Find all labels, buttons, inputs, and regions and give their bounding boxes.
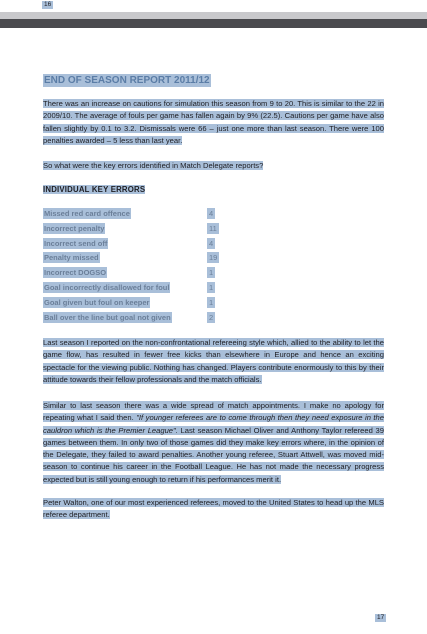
page-number-bottom: 17 bbox=[377, 614, 385, 621]
header-band-dark bbox=[0, 19, 427, 28]
paragraph-statistics-text: There was an increase on cautions for simulation this season from 9 to 20. This is similar to the 22 in 2009/10. The average of fouls per game has fallen again by 9% (22.5). Cautions per game have also fallen slightly by 0.1 to 3.2. Dismissals were 66 – just one more than last season. There were 100 penalties awarded – 5 less than last year. bbox=[43, 99, 384, 145]
key-errors-table bbox=[43, 208, 218, 326]
error-label: Incorrect send off bbox=[44, 238, 108, 248]
paragraph-refereeing-style-text: Last season I reported on the non-confrontational refereeing style which, allied to the ability to let the game flow, has resulted in fewer free kicks than elsewhere in Europe and hence an exciting spectacle for the viewing public. Nothing has changed. Players contribute enormously to this by their attitude towards their fellow professionals and the match officials. bbox=[43, 338, 384, 384]
paragraph-walton-text: Peter Walton, one of our most experienced referees, moved to the United States to head up the MLS referee department. bbox=[43, 498, 384, 520]
key-errors-heading bbox=[43, 185, 145, 194]
error-label: Missed red card offence bbox=[44, 209, 130, 218]
paragraph-question-text: So what were the key errors identified in Match Delegate reports? bbox=[43, 161, 264, 170]
error-label: Incorrect penalty bbox=[44, 223, 105, 233]
error-label: Penalty missed bbox=[44, 253, 99, 263]
error-row bbox=[43, 238, 215, 253]
error-count: 1 bbox=[209, 297, 214, 307]
error-label: Goal given but foul on keeper bbox=[44, 297, 150, 307]
paragraph-appointments bbox=[43, 400, 384, 486]
error-row bbox=[43, 282, 215, 297]
error-row bbox=[43, 208, 215, 223]
key-errors-heading-text: INDIVIDUAL KEY ERRORS bbox=[43, 185, 146, 194]
paragraph-walton bbox=[43, 497, 384, 522]
error-count: 1 bbox=[209, 282, 214, 292]
page-number-top: 16 bbox=[44, 1, 52, 8]
error-row bbox=[43, 312, 215, 327]
error-count: 1 bbox=[209, 268, 214, 278]
error-label: Ball over the line but goal not given bbox=[44, 312, 171, 322]
error-row bbox=[43, 223, 215, 238]
paragraph-refereeing-style bbox=[43, 337, 384, 386]
error-row bbox=[43, 252, 218, 267]
paragraph-appointments-before: Similar to last season there was a wide spread of match appointments. I make no apology for repeating what I said then. bbox=[43, 401, 384, 423]
paragraph-statistics bbox=[43, 98, 384, 147]
error-label: Incorrect DOGSO bbox=[44, 268, 107, 278]
report-title: END OF SEASON REPORT 2011/12 bbox=[44, 75, 210, 86]
error-count: 2 bbox=[209, 312, 214, 322]
error-count: 11 bbox=[209, 223, 217, 233]
error-row bbox=[43, 297, 215, 312]
header-band-light bbox=[0, 12, 427, 19]
paragraph-appointments-quote: "If younger referees are to come through then they need exposure in the cauldron which is the Premier League". bbox=[43, 413, 384, 435]
error-row bbox=[43, 267, 215, 282]
error-count: 4 bbox=[209, 209, 214, 218]
error-count: 19 bbox=[209, 253, 218, 263]
paragraph-appointments-after: Last season Michael Oliver and Anthony Taylor refereed 39 games between them. In only two of those games did they make key errors where, in the opinion of the Delegate, they failed to award penalties. Another young referee, Stuart Attwell, was moved mid-season to continue his career in the Football League. He has not made the necessary progress expected but is still young enough to return if his performances merit it. bbox=[43, 425, 384, 484]
error-label: Goal incorrectly disallowed for foul bbox=[44, 282, 170, 292]
error-count: 4 bbox=[209, 238, 214, 248]
paragraph-question bbox=[43, 160, 384, 172]
